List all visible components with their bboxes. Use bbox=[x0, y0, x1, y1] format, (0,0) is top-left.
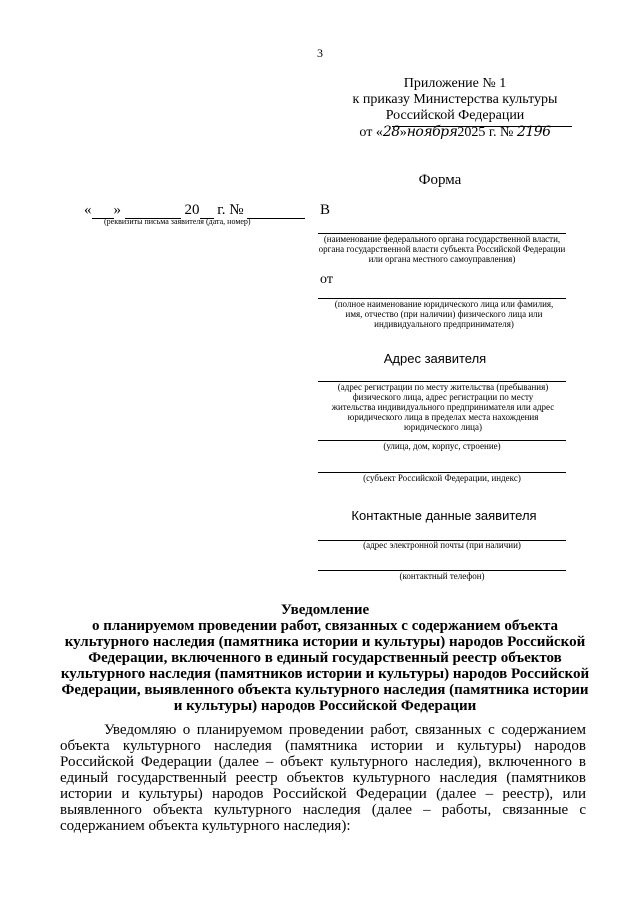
date-mid: » bbox=[399, 125, 407, 140]
appendix-date-underline bbox=[392, 126, 572, 127]
appendix-order-line: к приказу Министерства культуры bbox=[352, 92, 558, 107]
close-quote: » bbox=[113, 202, 121, 218]
date-year: 2025 г. № bbox=[457, 125, 514, 140]
page-number: 3 bbox=[317, 46, 323, 60]
form-label: Форма bbox=[418, 172, 462, 188]
appendix-title: Приложение № 1 bbox=[403, 76, 507, 91]
appendix-federation-line: Российской Федерации bbox=[385, 108, 525, 123]
date-prefix: от « bbox=[359, 125, 383, 140]
region-caption: (субъект Российской Федерации, индекс) bbox=[363, 473, 521, 483]
notice-subtitle: о планируемом проведении работ, связанных с содержанием объекта культурного наследия (памятника истории и культуры) народов Российской Федерации, включенного в единый государственный реестр объектов культурного наследия (памятников истории и культуры) народов Российской Федерации, выявленного объекта культурного наследия (памятника истории и культуры) народов Российской Федерации bbox=[60, 618, 590, 714]
to-caption: (наименование федерального органа государственной власти, органа государственной власти субъекта Российской Федерации или органа местного самоуправления) bbox=[318, 234, 566, 264]
email-caption: (адрес электронной почты (при наличии) bbox=[363, 540, 521, 550]
notice-title: Уведомление bbox=[280, 602, 370, 618]
phone-caption: (контактный телефон) bbox=[399, 571, 485, 581]
address-heading: Адрес заявителя bbox=[383, 351, 487, 366]
handwritten-day: 28 bbox=[382, 124, 400, 140]
street-caption: (улица, дом, корпус, строение) bbox=[383, 441, 501, 451]
year-prefix: 20 bbox=[184, 202, 200, 218]
appendix-header bbox=[330, 76, 580, 141]
handwritten-number: 2196 bbox=[516, 124, 551, 140]
year-suffix: г. № bbox=[217, 202, 244, 218]
contacts-heading: Контактные данные заявителя bbox=[351, 508, 537, 523]
handwritten-month: ноября bbox=[406, 124, 458, 140]
notice-heading bbox=[60, 602, 590, 714]
address-caption: (адрес регистрации по месту жительства (пребывания) физического лица, адрес регистрации по месту жительства индивидуального предпринимателя или адрес юридического лица в пределах места нахождения юридического лица) bbox=[331, 382, 555, 432]
requisites-caption: (реквизиты письма заявителя (дата, номер) bbox=[104, 217, 251, 226]
from-label: от bbox=[320, 272, 333, 287]
body-paragraph: Уведомляю о планируемом проведении работ, связанных с содержанием объекта культурного наследия (памятника истории и культуры) народов Российской Федерации (далее – объект культурного наследия), включенного в единый государственный реестр объектов культурного наследия (памятников истории и культуры) народов Российской Федерации (далее – реестр), или выявленного объекта культурного наследия (далее – работы, связанные с содержанием объекта культурного наследия): bbox=[60, 722, 586, 834]
open-quote: « bbox=[84, 202, 92, 218]
from-caption: (полное наименование юридического лица или фамилия, имя, отчество (при наличии) физического лица или индивидуального предпринимателя) bbox=[334, 299, 554, 329]
to-label: В bbox=[320, 202, 331, 218]
